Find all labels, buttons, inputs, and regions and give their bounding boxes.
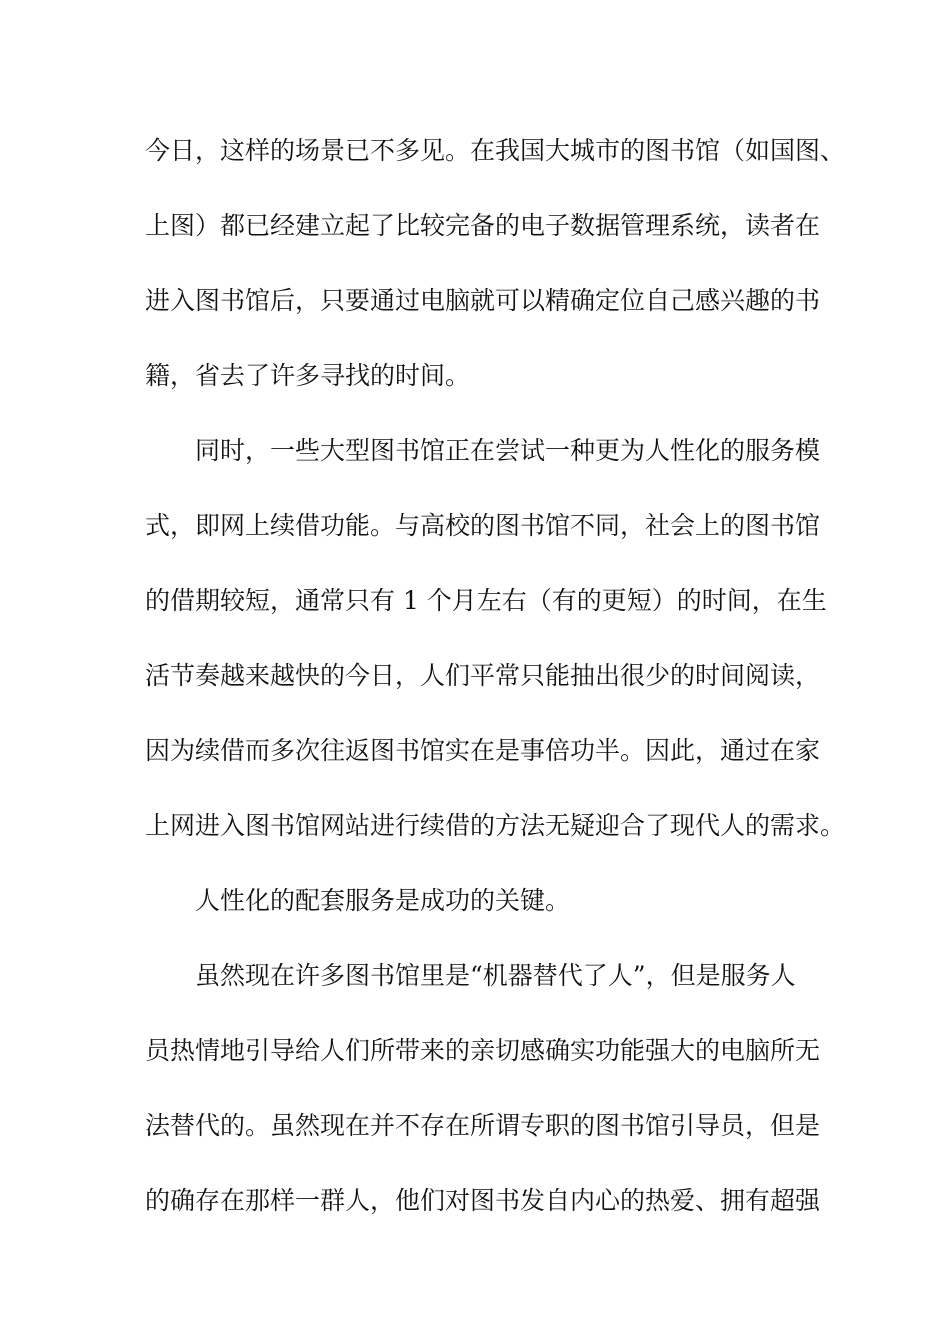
text-line: 籍，省去了许多寻找的时间。 [145, 361, 471, 390]
text-line: 式，即网上续借功能。与高校的图书馆不同，社会上的图书馆 [145, 511, 821, 540]
text-line: 上图）都已经建立起了比较完备的电子数据管理系统，读者在 [145, 211, 821, 240]
text-line: 上网进入图书馆网站进行续借的方法无疑迎合了现代人的需求。 [145, 811, 846, 840]
text-line: 进入图书馆后，只要通过电脑就可以精确定位自己感兴趣的书 [145, 286, 821, 315]
text-line: 的借期较短，通常只有 1 个月左右（有的更短）的时间，在生 [145, 586, 827, 615]
text-line: 因为续借而多次往返图书馆实在是事倍功半。因此，通过在家 [145, 736, 821, 765]
paragraph-first-line: 人性化的配套服务是成功的关键。 [195, 886, 571, 915]
text-line: 活节奏越来越快的今日，人们平常只能抽出很少的时间阅读， [145, 661, 821, 690]
text-line: 的确存在那样一群人，他们对图书发自内心的热爱、拥有超强 [145, 1186, 821, 1215]
paragraph-first-line: 同时，一些大型图书馆正在尝试一种更为人性化的服务模 [195, 436, 821, 465]
text-line: 今日，这样的场景已不多见。在我国大城市的图书馆（如国图、 [145, 136, 846, 165]
text-line: 员热情地引导给人们所带来的亲切感确实功能强大的电脑所无 [145, 1036, 821, 1065]
paragraph-first-line: 虽然现在许多图书馆里是“机器替代了人”，但是服务人 [195, 961, 796, 990]
text-line: 法替代的。虽然现在并不存在所谓专职的图书馆引导员，但是 [145, 1111, 821, 1140]
